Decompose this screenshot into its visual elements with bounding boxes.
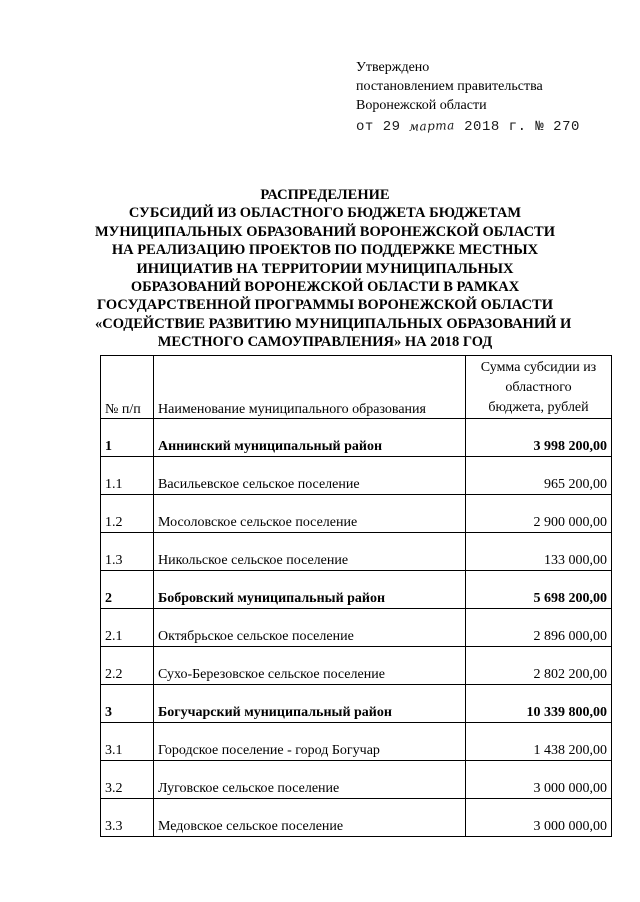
cell-number: 1 (101, 419, 154, 457)
cell-sum: 2 802 200,00 (466, 647, 612, 685)
title-line: «СОДЕЙСТВИЕ РАЗВИТИЮ МУНИЦИПАЛЬНЫХ ОБРАЗОВАНИЙ И (95, 315, 572, 332)
cell-number: 3 (101, 685, 154, 723)
table-body (101, 419, 612, 837)
cell-name: Сухо-Березовское сельское поселение (154, 647, 466, 685)
cell-sum: 1 438 200,00 (466, 723, 612, 761)
subsidy-table (100, 355, 612, 837)
title-line: ГОСУДАРСТВЕННОЙ ПРОГРАММЫ ВОРОНЕЖСКОЙ ОБЛАСТИ (97, 297, 553, 314)
stamp-year: 2018 г. (464, 119, 527, 135)
table-row-settlement (101, 761, 612, 799)
table-row-settlement (101, 799, 612, 837)
cell-name: Бобровский муниципальный район (154, 571, 466, 609)
cell-number: 2.2 (101, 647, 154, 685)
cell-sum: 2 896 000,00 (466, 609, 612, 647)
table-row-settlement (101, 457, 612, 495)
cell-number: 1.1 (101, 457, 154, 495)
cell-number: 2 (101, 571, 154, 609)
title-line: НА РЕАЛИЗАЦИЮ ПРОЕКТОВ ПО ПОДДЕРЖКЕ МЕСТНЫХ (111, 242, 539, 259)
header-sum-line: бюджета, рублей (488, 400, 589, 415)
cell-name: Васильевское сельское поселение (154, 457, 466, 495)
cell-name: Мосоловское сельское поселение (154, 495, 466, 533)
title-line: РАСПРЕДЕЛЕНИЕ (260, 187, 390, 203)
approval-date-stamp (356, 117, 580, 137)
table-row-settlement (101, 647, 612, 685)
cell-number: 1.3 (101, 533, 154, 571)
table-row-district (101, 571, 612, 609)
cell-number: 2.1 (101, 609, 154, 647)
cell-number: 3.3 (101, 799, 154, 837)
cell-number: 1.2 (101, 495, 154, 533)
approval-line-region: Воронежской области (356, 98, 487, 113)
table-row-settlement (101, 533, 612, 571)
title-line: СУБСИДИЙ ИЗ ОБЛАСТНОГО БЮДЖЕТА БЮДЖЕТАМ (128, 205, 522, 222)
cell-sum: 2 900 000,00 (466, 495, 612, 533)
title-line: МУНИЦИПАЛЬНЫХ ОБРАЗОВАНИЙ ВОРОНЕЖСКОЙ ОБЛАСТИ (95, 223, 556, 240)
cell-name: Городское поселение - город Богучар (154, 723, 466, 761)
cell-sum: 5 698 200,00 (466, 571, 612, 609)
stamp-prefix: от 29 (356, 119, 401, 135)
cell-sum: 10 339 800,00 (466, 685, 612, 723)
stamp-number: № 270 (535, 119, 580, 135)
table-row-settlement (101, 495, 612, 533)
cell-sum: 965 200,00 (466, 457, 612, 495)
table-row-district (101, 685, 612, 723)
title-line: ИНИЦИАТИВ НА ТЕРРИТОРИИ МУНИЦИПАЛЬНЫХ (136, 260, 514, 277)
cell-name: Аннинский муниципальный район (154, 419, 466, 457)
header-number: № п/п (101, 356, 154, 419)
cell-name: Никольское сельское поселение (154, 533, 466, 571)
table-row-settlement (101, 723, 612, 761)
cell-number: 3.2 (101, 761, 154, 799)
table-row-district (101, 419, 612, 457)
table-header-row (101, 356, 612, 419)
title-line: ОБРАЗОВАНИЙ ВОРОНЕЖСКОЙ ОБЛАСТИ В РАМКАХ (130, 279, 520, 296)
title-line: МЕСТНОГО САМОУПРАВЛЕНИЯ» НА 2018 ГОД (157, 334, 493, 351)
header-name: Наименование муниципального образования (154, 356, 466, 419)
cell-name: Октябрьское сельское поселение (154, 609, 466, 647)
header-sum-line: Сумма субсидии из (480, 360, 597, 375)
cell-name: Богучарский муниципальный район (154, 685, 466, 723)
cell-sum: 3 998 200,00 (466, 419, 612, 457)
cell-sum: 133 000,00 (466, 533, 612, 571)
cell-sum: 3 000 000,00 (466, 761, 612, 799)
document-title (95, 186, 572, 352)
header-sum (466, 356, 612, 419)
cell-sum: 3 000 000,00 (466, 799, 612, 837)
approval-line-approved: Утверждено (356, 60, 430, 75)
approval-line-resolution: постановлением правительства (356, 79, 543, 94)
cell-number: 3.1 (101, 723, 154, 761)
cell-name: Луговское сельское поселение (154, 761, 466, 799)
approval-block (356, 58, 580, 137)
cell-name: Медовское сельское поселение (154, 799, 466, 837)
header-sum-line: областного (505, 380, 572, 395)
table-row-settlement (101, 609, 612, 647)
stamp-month: марта (409, 118, 456, 134)
